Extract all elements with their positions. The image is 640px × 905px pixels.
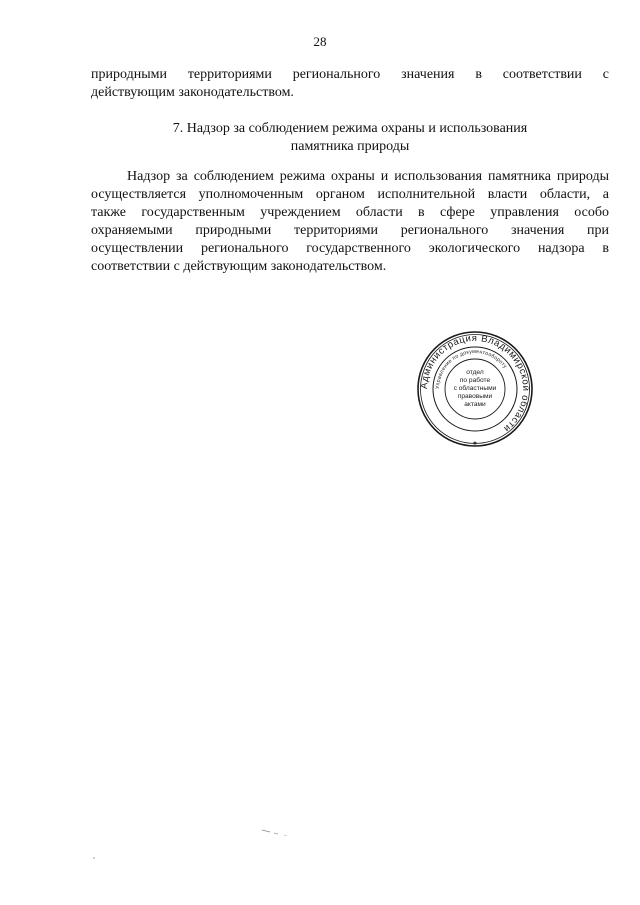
paragraph-line-1: Надзор за соблюдением режима охраны и использования памятника природы <box>127 169 609 184</box>
page-number: 28 <box>313 34 327 49</box>
continuation-line-1: природными территориями регионального значения в соответствии с <box>91 67 609 82</box>
official-seal-stamp <box>416 330 534 448</box>
paragraph-line-5: осуществлении регионального государственного экологического надзора в <box>91 241 609 256</box>
scan-specks <box>240 820 360 860</box>
seal-svg <box>416 330 534 448</box>
seal-star: ★ <box>472 440 478 447</box>
svg-text:отдел: отдел <box>466 369 484 376</box>
section-heading-line-2: памятника природы <box>290 139 410 154</box>
seal-inner-text: Управление по документообороту <box>434 348 508 390</box>
svg-text:актами: актами <box>464 401 486 408</box>
svg-text:с областными: с областными <box>453 385 497 392</box>
continuation-text <box>91 66 609 102</box>
paragraph-line-3: также государственным учреждением области в сфере управления особо <box>91 205 609 220</box>
section-heading <box>91 120 609 156</box>
svg-text:по работе: по работе <box>459 377 491 384</box>
seal-center-text <box>454 369 497 408</box>
paragraph-line-6: соответствии с действующим законодательством. <box>91 259 387 274</box>
paragraph-line-2: осуществляется уполномоченным органом исполнительной власти области, а <box>91 187 609 202</box>
scan-speck-dot <box>92 856 96 860</box>
body-paragraph <box>91 168 609 276</box>
svg-text:правовыми: правовыми <box>457 393 493 400</box>
section-heading-line-1: 7. Надзор за соблюдением режима охраны и использования <box>172 121 528 136</box>
continuation-line-2: действующим законодательством. <box>91 85 294 100</box>
paragraph-line-4: охраняемыми природными территориями регионального значения при <box>91 223 609 238</box>
seal-outer-text: Администрация Владимирской области <box>418 332 532 435</box>
